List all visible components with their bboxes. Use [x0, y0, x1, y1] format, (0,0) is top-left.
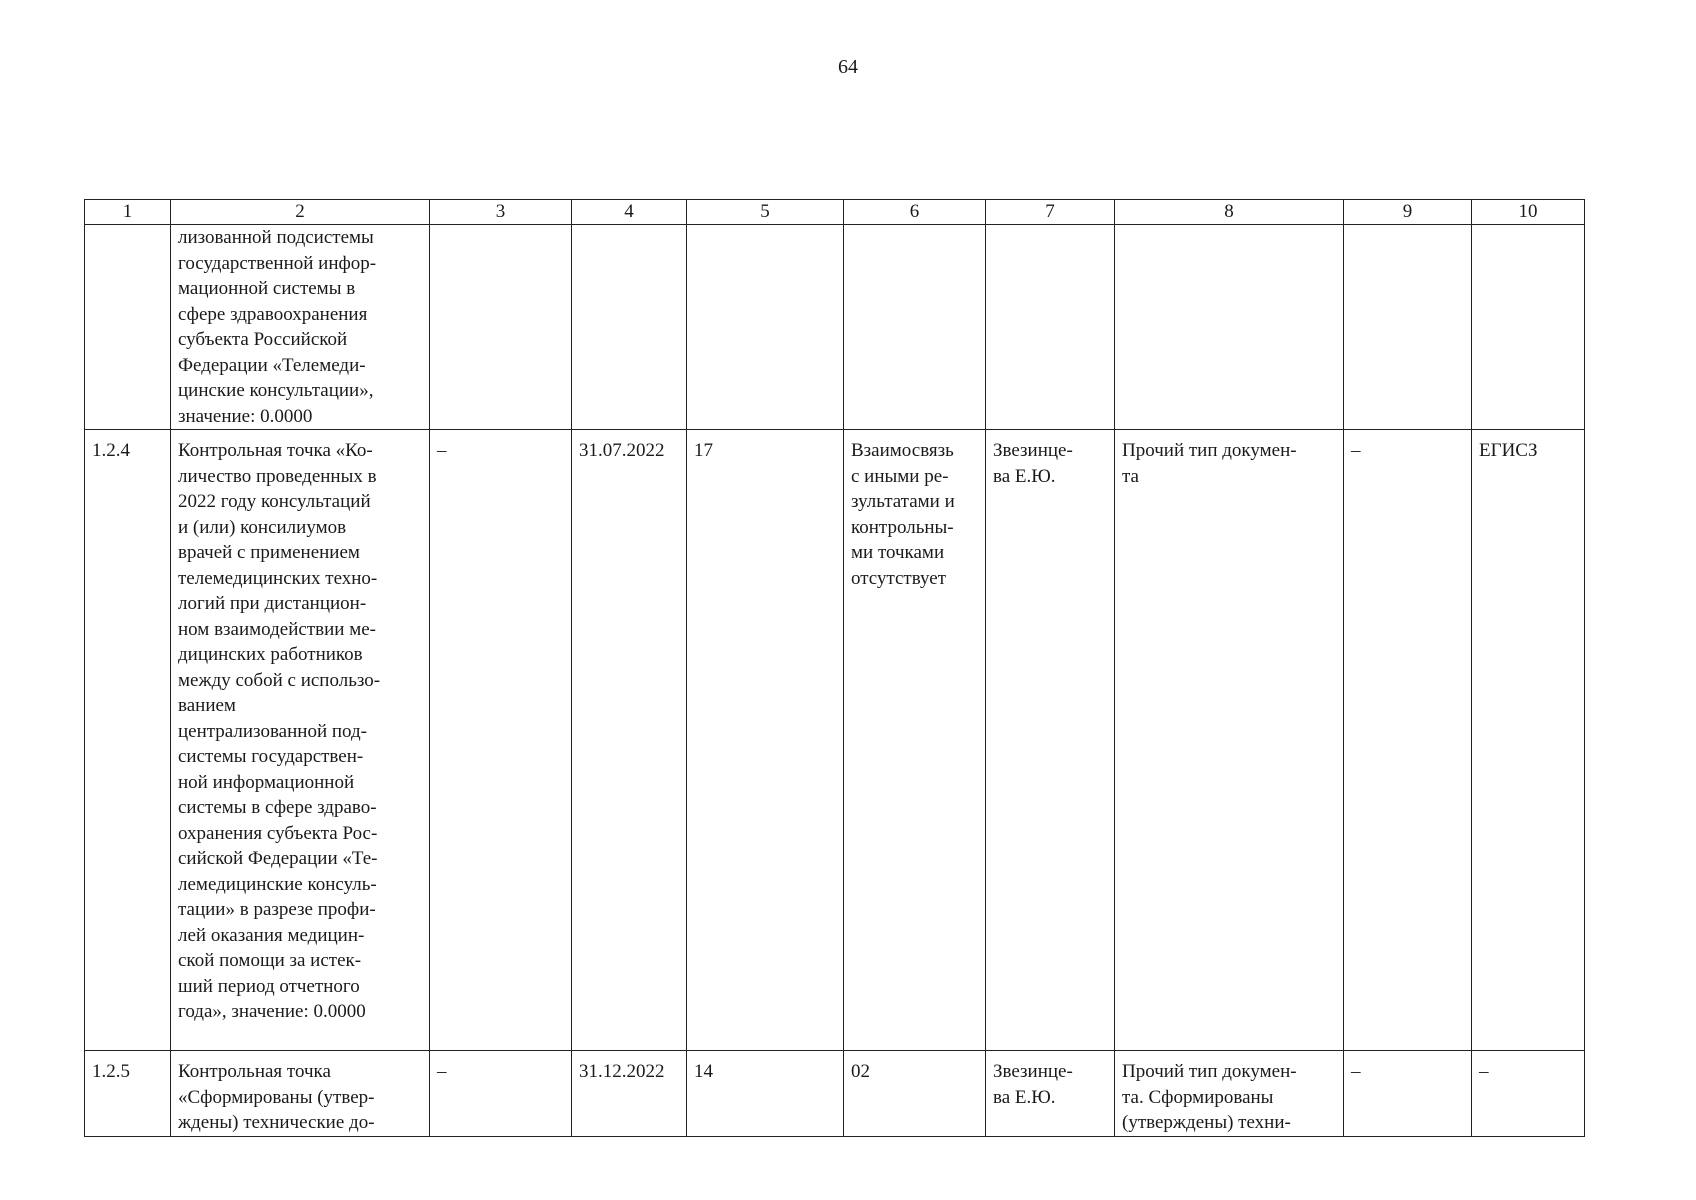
cell-responsible: Звезинце- ва Е.Ю. — [986, 1051, 1115, 1137]
cell-document-type: Прочий тип докумен- та. Сформированы (утверждены) техни- — [1115, 1051, 1344, 1137]
cell-date: 31.12.2022 — [572, 1051, 687, 1137]
column-header-8: 8 — [1115, 200, 1344, 225]
table-row — [85, 1051, 1585, 1137]
table-header-row — [85, 200, 1585, 225]
column-header-9: 9 — [1344, 200, 1472, 225]
cell-name: Контрольная точка «Сформированы (утвер- ждены) технические до- — [171, 1051, 430, 1137]
column-header-4: 4 — [572, 200, 687, 225]
cell-col9: – — [1344, 1051, 1472, 1137]
cell-date: 31.07.2022 — [572, 430, 687, 1051]
cell-responsible: Звезинце- ва Е.Ю. — [986, 430, 1115, 1051]
cell-col9: – — [1344, 430, 1472, 1051]
column-header-10: 10 — [1472, 200, 1585, 225]
cell-name: лизованной подсистемы государственной инфор- мационной системы в сфере здравоохранения субъекта Российской Федерации «Телемеди- цинские консультации», значение: 0.0000 — [171, 225, 430, 430]
page-number: 64 — [838, 56, 858, 78]
cell-system: – — [1472, 1051, 1585, 1137]
table-row — [85, 225, 1585, 430]
cell-name: Контрольная точка «Ко- личество проведенных в 2022 году консультаций и (или) консилиумов врачей с применением телемедицинских техно- логий при дистанцион- ном взаимодействии ме- дицинских работников между собой с использо- ванием централизованной под- системы государствен- ной информационной системы в сфере здраво- охранения субъекта Рос- сийской Федерации «Те- лемедицинские консуль- тации» в разрезе профи- лей оказания медицин- ской помощи за истек- ший период отчетного года», значение: 0.0000 — [171, 430, 430, 1051]
column-header-7: 7 — [986, 200, 1115, 225]
column-header-1: 1 — [85, 200, 171, 225]
table-row — [85, 430, 1585, 1051]
column-header-5: 5 — [687, 200, 844, 225]
column-header-6: 6 — [844, 200, 986, 225]
cell-relation: 02 — [844, 1051, 986, 1137]
cell-number: 1.2.5 — [85, 1051, 171, 1137]
column-header-2: 2 — [171, 200, 430, 225]
cell-document-type: Прочий тип докумен- та — [1115, 430, 1344, 1051]
cell-system: ЕГИСЗ — [1472, 430, 1585, 1051]
column-header-3: 3 — [430, 200, 572, 225]
cell-col9 — [1344, 225, 1472, 430]
cell-document-type — [1115, 225, 1344, 430]
cell-responsible — [986, 225, 1115, 430]
cell-number: 1.2.4 — [85, 430, 171, 1051]
plan-table — [84, 199, 1585, 1137]
cell-col3: – — [430, 1051, 572, 1137]
cell-date — [572, 225, 687, 430]
cell-system — [1472, 225, 1585, 430]
cell-relation: Взаимосвязь с иными ре- зультатами и контрольны- ми точками отсутствует — [844, 430, 986, 1051]
cell-number — [85, 225, 171, 430]
cell-col5 — [687, 225, 844, 430]
cell-relation — [844, 225, 986, 430]
cell-col3: – — [430, 430, 572, 1051]
cell-col5: 14 — [687, 1051, 844, 1137]
cell-col3 — [430, 225, 572, 430]
cell-col5: 17 — [687, 430, 844, 1051]
